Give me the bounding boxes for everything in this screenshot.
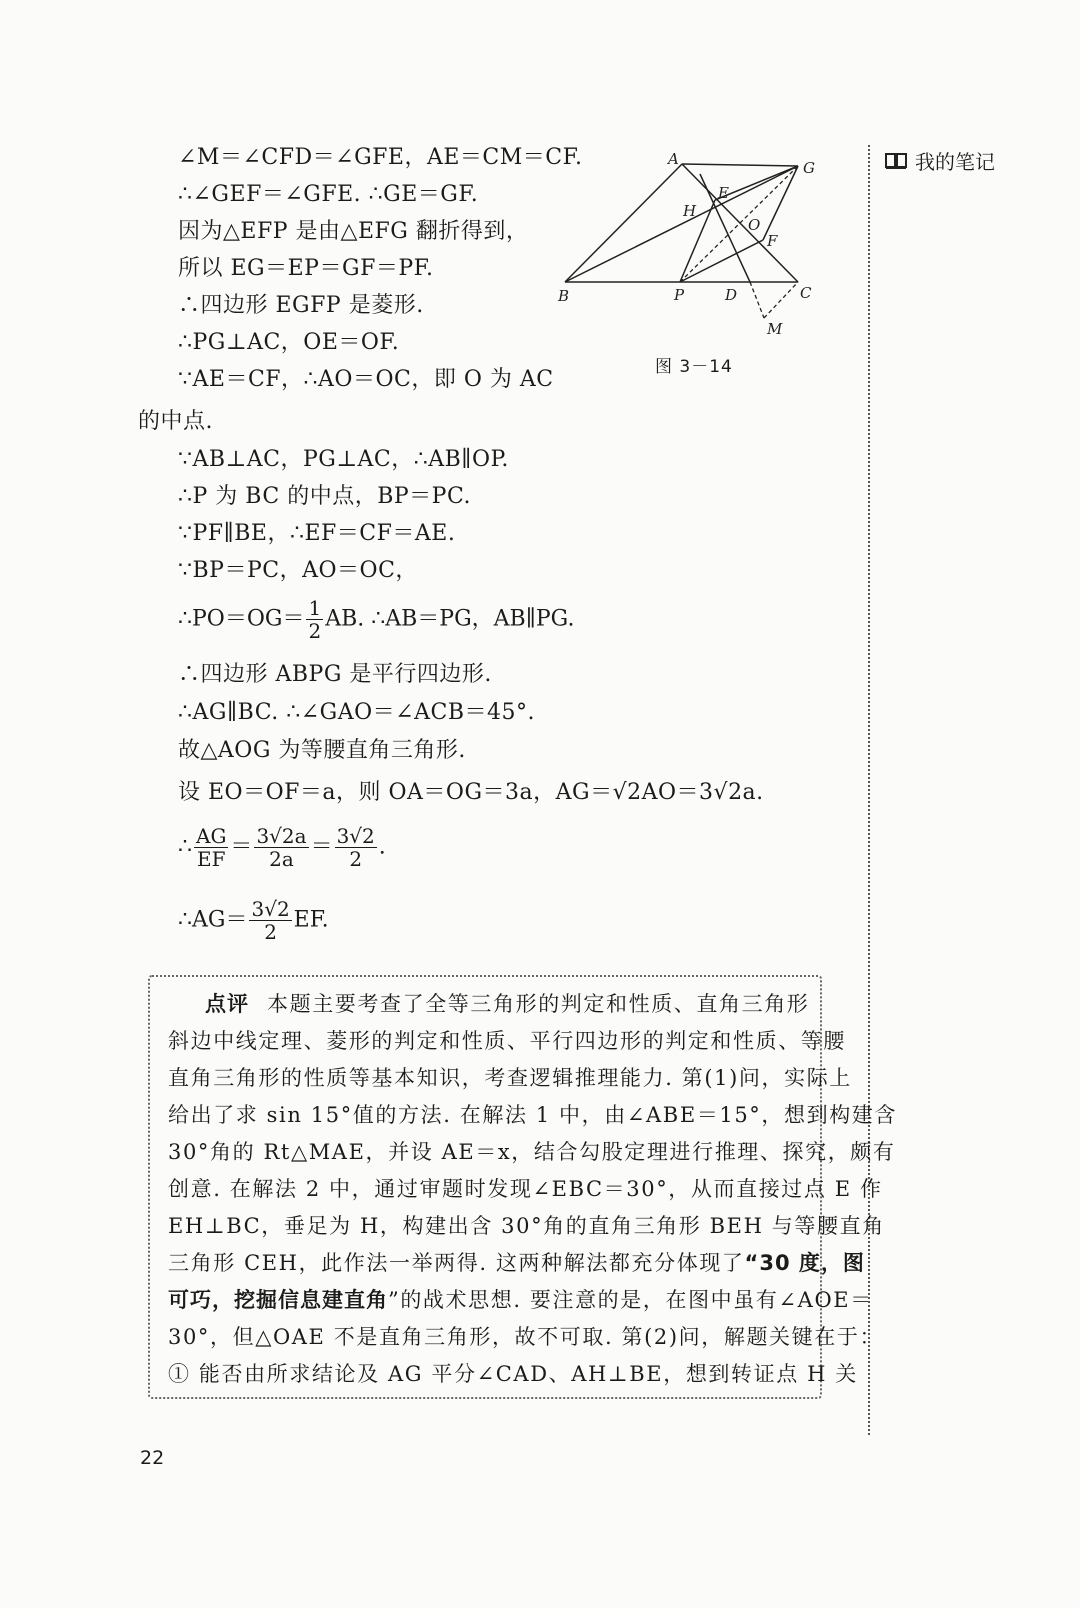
comment-line: 斜边中线定理、菱形的判定和性质、平行四边形的判定和性质、等腰: [168, 1029, 846, 1053]
point-label-f: F: [767, 232, 778, 250]
segment-ag: [682, 164, 798, 166]
proof-line: ∴P 为 BC 的中点，BP＝PC.: [178, 484, 472, 509]
proof-line: ∵PF∥BE，∴EF＝CF＝AE.: [178, 521, 456, 546]
proof-line: 的中点.: [138, 409, 213, 434]
point-label-c: C: [800, 284, 812, 302]
segment-pf: [680, 240, 763, 282]
comment-box: [148, 975, 897, 1399]
proof-line: ∴四边形 EGFP 是菱形.: [178, 293, 424, 318]
proof-line: ∴AG∥BC. ∴∠GAO＝∠ACB＝45°.: [178, 700, 535, 725]
segment-dm-dashed: [750, 282, 764, 318]
proof-line: 因为△EFP 是由△EFG 翻折得到，: [178, 219, 529, 244]
proof-line: ∴∠GEF＝∠GFE. ∴GE＝GF.: [178, 182, 479, 207]
proof-line: ∠M＝∠CFD＝∠GFE，AE＝CM＝CF.: [178, 145, 583, 170]
comment-line: 可巧，挖掘信息建直角”的战术思想. 要注意的是，在图中虽有∠AOE＝: [168, 1288, 873, 1312]
proof-line: ∵AB⊥AC，PG⊥AC，∴AB∥OP.: [178, 447, 509, 472]
point-label-b: B: [558, 287, 570, 305]
proof-line: 所以 EG＝EP＝GF＝PF.: [178, 256, 434, 281]
proof-line: 设 EO＝OF＝a，则 OA＝OG＝3a，AG＝√2AO＝3√2a.: [178, 780, 764, 805]
point-label-d: D: [725, 286, 738, 304]
margin-divider: [868, 145, 870, 1435]
comment-line: 30°角的 Rt△MAE，并设 AE＝x，结合勾股定理进行推理、探究，颇有: [168, 1140, 896, 1164]
segment-bg: [565, 166, 798, 282]
proof-fraction-line: ∴ $\frac{AG}{EF}$ ＝ $\frac{3√2a}{2a}$ ＝ $\frac{3√2}{2}$ .: [178, 824, 386, 871]
point-label-o: O: [748, 216, 761, 234]
proof-line: ∴PG⊥AC，OE＝OF.: [178, 330, 400, 355]
proof-line: ∵AE＝CF，∴AO＝OC，即 O 为 AC: [178, 367, 554, 392]
fraction: $\frac{AG}{EF}$: [196, 824, 227, 871]
point-label-g: G: [803, 159, 815, 177]
proof-line: 故△AOG 为等腰直角三角形.: [178, 738, 466, 763]
comment-line: EH⊥BC，垂足为 H，构建出含 30°角的直角三角形 BEH 与等腰直角: [168, 1214, 885, 1238]
figure-caption: 图 3－14: [655, 357, 733, 377]
my-notes-header: [885, 146, 995, 175]
geometry-figure: [560, 150, 830, 340]
fraction: $\frac{3√2a}{2a}$: [256, 824, 307, 871]
my-notes-label: 我的笔记: [915, 150, 995, 174]
fraction: $\frac{3√2}{2}$: [336, 824, 375, 871]
point-label-a: A: [668, 150, 679, 168]
comment-line: 给出了求 sin 15°值的方法. 在解法 1 中，由∠ABE＝15°，想到构建含: [168, 1103, 897, 1127]
fraction: $\frac{3√2}{2}$: [251, 897, 290, 944]
segment-ab: [565, 164, 682, 282]
segment-fg: [763, 166, 798, 240]
proof-fraction-line: ∴AG＝ $\frac{3√2}{2}$ EF.: [178, 897, 329, 944]
proof-line: ∵BP＝PC，AO＝OC，: [178, 558, 418, 583]
proof-line: ∴四边形 ABPG 是平行四边形.: [178, 662, 492, 687]
comment-title: 点评: [205, 992, 249, 1016]
point-label-p: P: [674, 286, 685, 304]
open-book-icon: [885, 152, 907, 170]
comment-line: 创意. 在解法 2 中，通过审题时发现∠EBC＝30°，从而直接过点 E 作: [168, 1177, 883, 1201]
comment-line: ① 能否由所求结论及 AG 平分∠CAD、AH⊥BE，想到转证点 H 关: [168, 1362, 858, 1386]
comment-line: 点评 本题主要考查了全等三角形的判定和性质、直角三角形: [205, 992, 810, 1016]
point-label-e: E: [718, 184, 729, 202]
proof-fraction-line: ∴PO＝OG＝ $\frac{1}{2}$ AB. ∴AB＝PG，AB∥PG.: [178, 596, 575, 643]
point-label-h: H: [683, 202, 697, 220]
page-number: 22: [140, 1447, 165, 1469]
comment-line: 三角形 CEH，此作法一举两得. 这两种解法都充分体现了“30 度，图: [168, 1251, 865, 1275]
comment-line: 直角三角形的性质等基本知识，考查逻辑推理能力. 第(1)问，实际上: [168, 1066, 852, 1090]
fraction: $\frac{1}{2}$: [308, 596, 322, 643]
point-label-m: M: [767, 320, 783, 338]
segment-mc-dashed: [764, 282, 798, 318]
comment-line: 30°，但△OAE 不是直角三角形，故不可取. 第(2)问，解题关键在于：: [168, 1325, 883, 1349]
